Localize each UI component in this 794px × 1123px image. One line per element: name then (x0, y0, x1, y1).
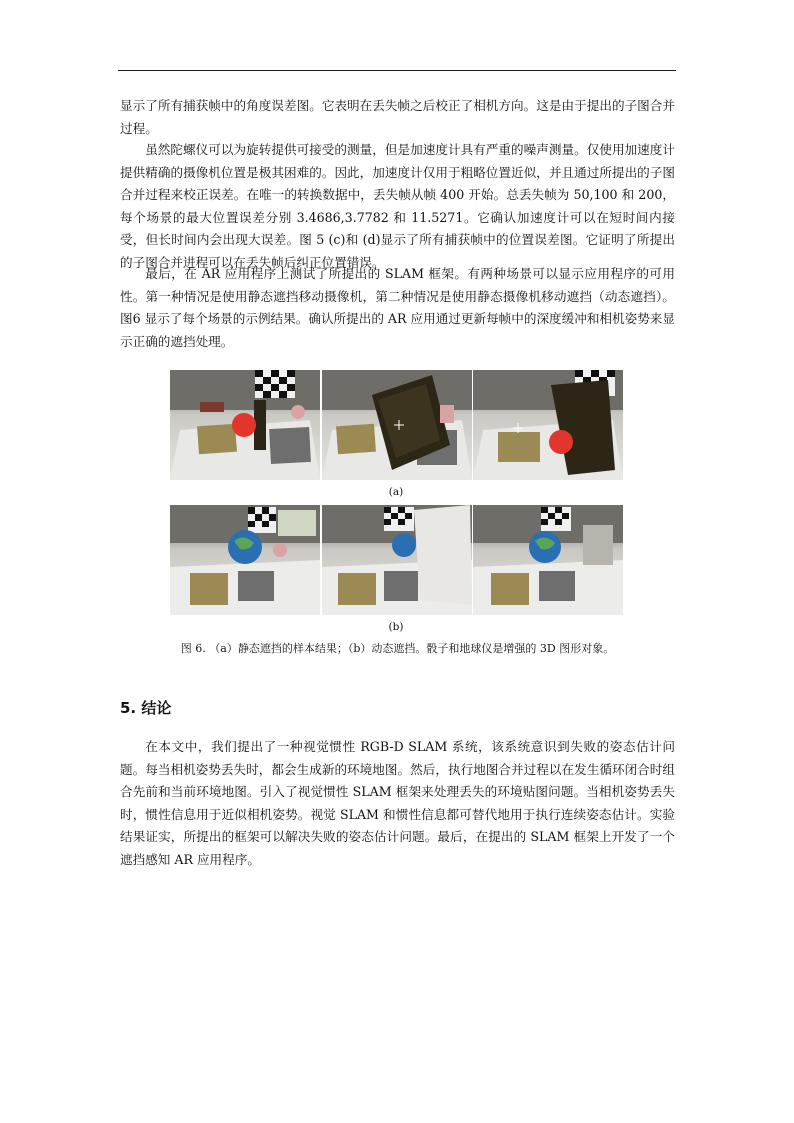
paragraph-3 (120, 263, 675, 353)
figure-caption: 图 6. （a）静态遮挡的样本结果；（b）动态遮挡。骰子和地球仪是增强的 3D 图形对象。 (180, 642, 615, 655)
figure-6b-photo-2 (322, 505, 472, 615)
paragraph-2-text: 虽然陀螺仪可以为旋转提供可接受的测量，但是加速度计具有严重的噪声测量。仅使用加速度计提供精确的摄像机位置是极其困难的。因此，加速度计仅用于粗略位置近似，并且通过所提出的子图合并过程来校正误差。在唯一的转换数据中，丢失帧从帧 400 开始。总丢失帧为 50,100 和 200，每个场景的最大位置误差分别 3.4686,3.7782 和 11.5271。它确认加速度计可以在短时间内接受，但长时间内会出现大误差。图 5 (c)和 (d)显示了所有捕获帧中的位置误差图。它证明了所提出的子图合并进程可以在丢失帧后纠正位置错误。 (120, 142, 675, 270)
figure-6a-photo-3 (473, 370, 623, 480)
paragraph-2 (120, 139, 675, 275)
figure-6b-photo-3 (473, 505, 623, 615)
header-rule (118, 70, 676, 71)
section-title: 5. 结论 (120, 699, 172, 717)
paragraph-1 (120, 95, 675, 140)
figure-6a-photo-2 (322, 370, 472, 480)
figure-6b-label: (b) (388, 621, 404, 633)
figure-6a-label: (a) (388, 486, 404, 498)
paragraph-4 (120, 736, 675, 872)
figure-6b-photo-1 (170, 505, 320, 615)
figure-6a-photo-1 (170, 370, 320, 480)
paragraph-1-text: 显示了所有捕获帧中的角度误差图。它表明在丢失帧之后校正了相机方向。这是由于提出的子图合并过程。 (120, 98, 675, 136)
paragraph-4-text: 在本文中，我们提出了一种视觉惯性 RGB-D SLAM 系统，该系统意识到失败的姿态估计问题。每当相机姿势丢失时，都会生成新的环境地图。然后，执行地图合并过程以在发生循环闭合时组合先前和当前环境地图。引入了视觉惯性 SLAM 框架来处理丢失的环境贴图问题。当相机姿势丢失时，惯性信息用于近似相机姿势。视觉 SLAM 和惯性信息都可替代地用于执行连续姿态估计。实验结果证实，所提出的框架可以解决失败的姿态估计问题。最后，在提出的 SLAM 框架上开发了一个遮挡感知 AR 应用程序。 (120, 739, 675, 867)
paragraph-3-text: 最后，在 AR 应用程序上测试了所提出的 SLAM 框架。有两种场景可以显示应用程序的可用性。第一种情况是使用静态遮挡移动摄像机，第二种情况是使用静态摄像机移动遮挡（动态遮挡）。图6 显示了每个场景的示例结果。确认所提出的 AR 应用通过更新每帧中的深度缓冲和相机姿势来显示正确的遮挡处理。 (120, 266, 675, 349)
